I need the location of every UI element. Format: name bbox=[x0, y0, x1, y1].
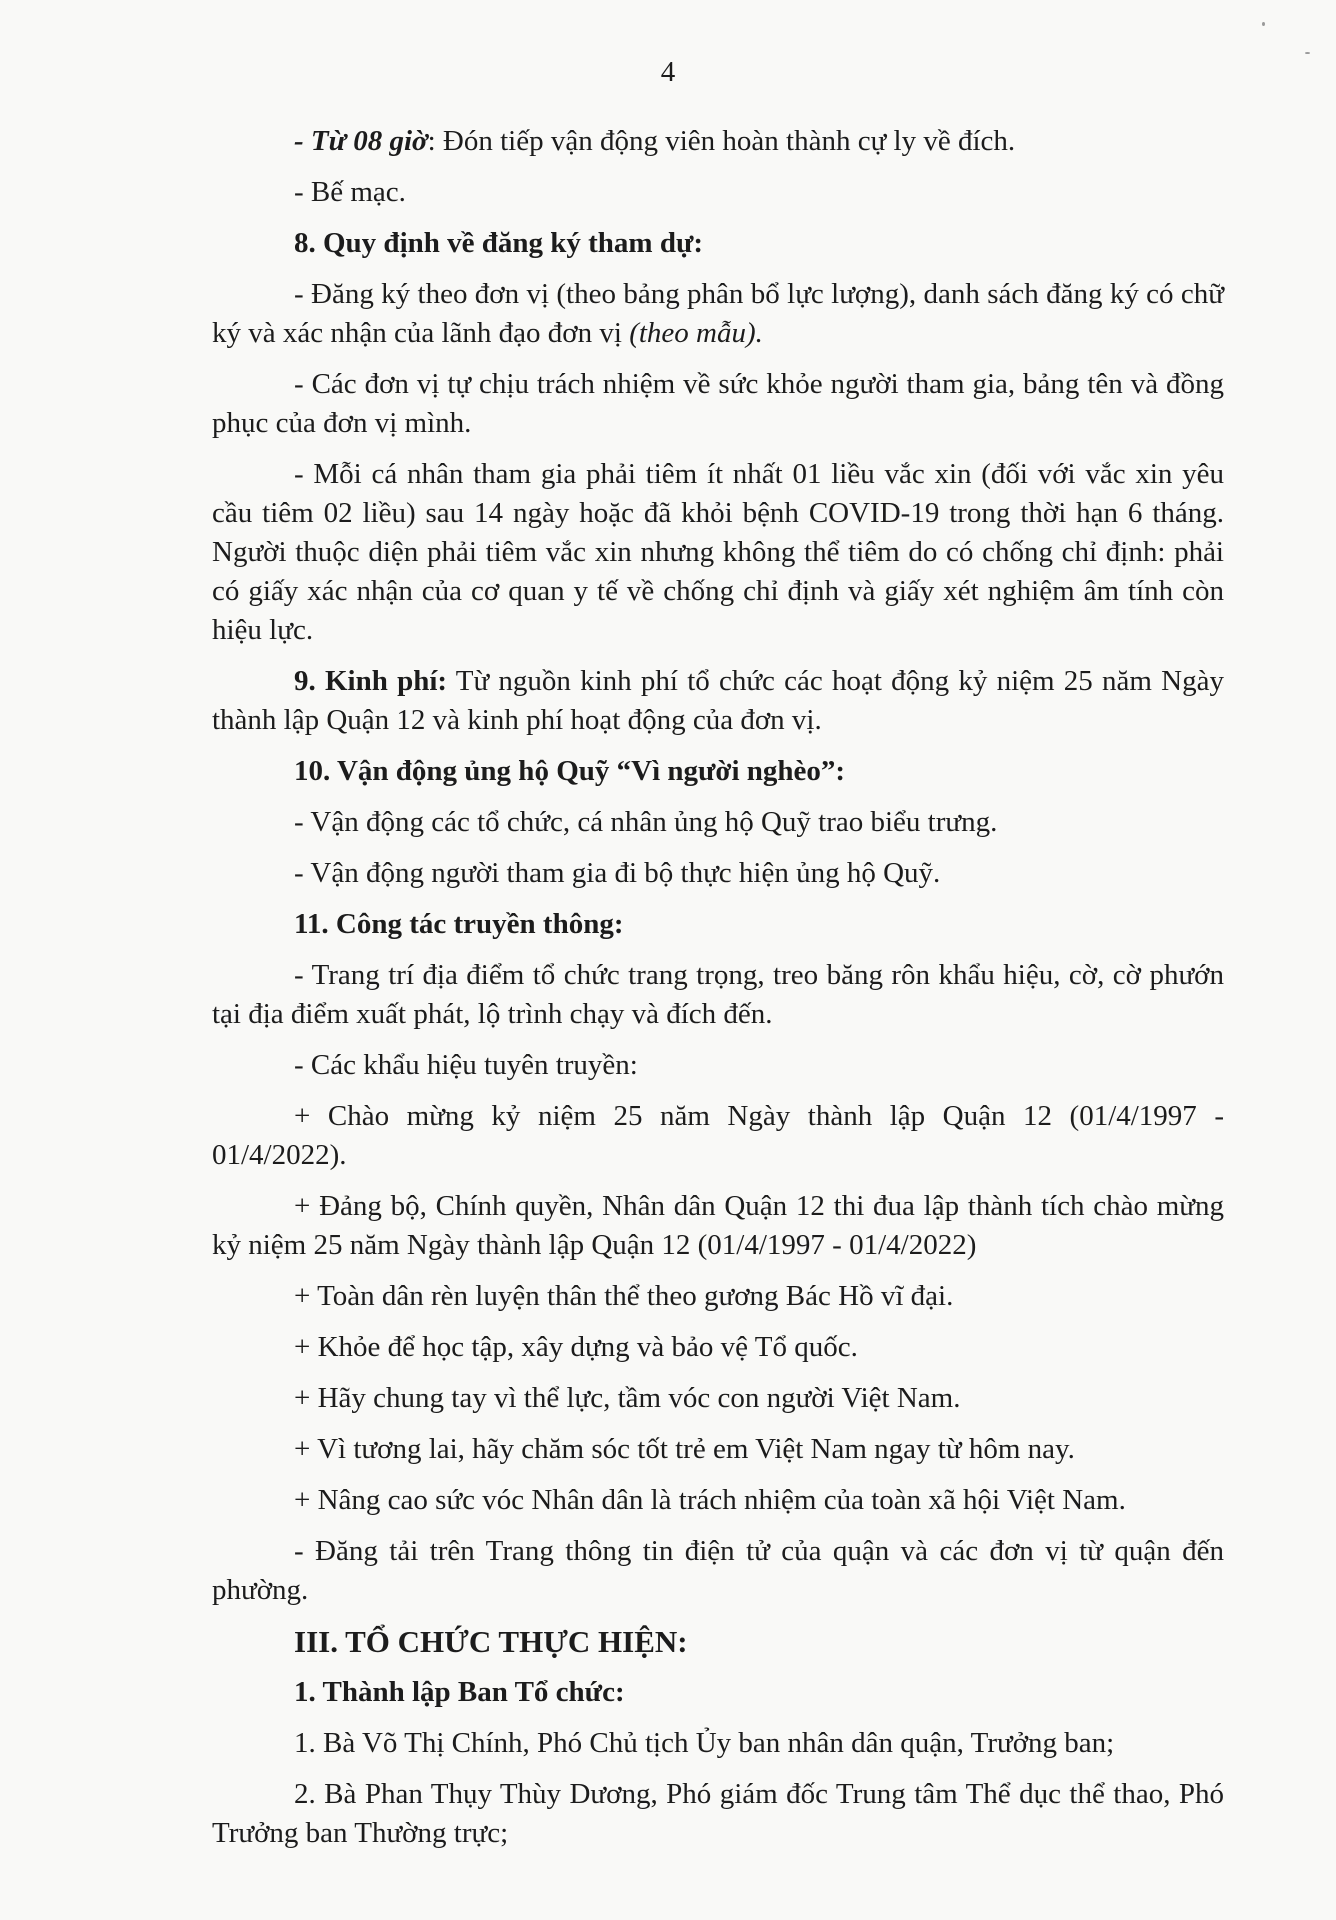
section-8-paragraph-3: - Mỗi cá nhân tham gia phải tiêm ít nhất 01 liều vắc xin (đối với vắc xin yêu cầu tiêm 02 liều) sau 14 ngày hoặc đã khỏi bệnh COVID-19 trong thời hạn 6 tháng. Người thuộc diện phải tiêm vắc xin nhưng không thể tiêm do có chống chỉ định: phải có giấy xác nhận của cơ quan y tế về chống chỉ định và giấy xét nghiệm âm tính còn hiệu lực. bbox=[212, 458, 1224, 646]
committee-member: 2. Bà Phan Thụy Thùy Dương, Phó giám đốc Trung tâm Thể dục thể thao, Phó Trưởng ban Thường trực; bbox=[212, 1778, 1224, 1849]
document-body bbox=[212, 122, 1224, 1865]
section-11-heading: 11. Công tác truyền thông: bbox=[294, 908, 624, 940]
slogan-item: + Khỏe để học tập, xây dựng và bảo vệ Tổ quốc. bbox=[294, 1331, 858, 1363]
timeline-finish-text: : Đón tiếp vận động viên hoàn thành cự ly về đích. bbox=[427, 125, 1016, 157]
slogan-item: + Hãy chung tay vì thể lực, tầm vóc con người Việt Nam. bbox=[294, 1382, 961, 1414]
section-11-paragraph-1: - Trang trí địa điểm tổ chức trang trọng, treo băng rôn khẩu hiệu, cờ, cờ phướn tại địa điểm xuất phát, lộ trình chạy và đích đến. bbox=[212, 959, 1224, 1030]
closing-line: - Bế mạc. bbox=[294, 176, 406, 208]
slogan-item: + Vì tương lai, hãy chăm sóc tốt trẻ em Việt Nam ngay từ hôm nay. bbox=[294, 1433, 1075, 1465]
slogan-item: + Nâng cao sức vóc Nhân dân là trách nhiệm của toàn xã hội Việt Nam. bbox=[294, 1484, 1126, 1516]
section-8-paragraph-2: - Các đơn vị tự chịu trách nhiệm về sức khỏe người tham gia, bảng tên và đồng phục của đơn vị mình. bbox=[212, 368, 1224, 439]
slogan-item: + Đảng bộ, Chính quyền, Nhân dân Quận 12 thi đua lập thành tích chào mừng kỷ niệm 25 năm Ngày thành lập Quận 12 (01/4/1997 - 01/4/2022) bbox=[212, 1190, 1224, 1261]
section-10-paragraph-1: - Vận động các tổ chức, cá nhân ủng hộ Quỹ trao biểu trưng. bbox=[294, 806, 998, 838]
scan-speck bbox=[1262, 22, 1265, 26]
page-number: 4 bbox=[660, 56, 676, 88]
scan-speck bbox=[1305, 52, 1310, 54]
section-iii-heading: III. TỔ CHỨC THỰC HIỆN: bbox=[294, 1624, 688, 1659]
section-9-paragraph bbox=[212, 662, 1224, 740]
section-8-heading: 8. Quy định về đăng ký tham dự: bbox=[294, 227, 704, 259]
registration-text: - Đăng ký theo đơn vị (theo bảng phân bổ lực lượng), danh sách đăng ký có chữ ký và xác nhận của lãnh đạo đơn vị bbox=[212, 278, 1224, 349]
slogan-item: + Toàn dân rèn luyện thân thể theo gương Bác Hồ vĩ đại. bbox=[294, 1280, 954, 1312]
section-10-paragraph-2: - Vận động người tham gia đi bộ thực hiện ủng hộ Quỹ. bbox=[294, 857, 941, 889]
section-9-label: 9. Kinh phí: bbox=[294, 665, 448, 697]
time-label: - Từ 08 giờ bbox=[294, 125, 428, 157]
section-11-paragraph-3: - Đăng tải trên Trang thông tin điện tử của quận và các đơn vị từ quận đến phường. bbox=[212, 1535, 1224, 1606]
timeline-finish-line bbox=[212, 122, 1224, 161]
section-iii-subheading: 1. Thành lập Ban Tổ chức: bbox=[294, 1676, 625, 1708]
form-note: (theo mẫu). bbox=[629, 317, 763, 349]
section-10-heading: 10. Vận động ủng hộ Quỹ “Vì người nghèo”: bbox=[294, 755, 846, 787]
committee-member: 1. Bà Võ Thị Chính, Phó Chủ tịch Ủy ban nhân dân quận, Trưởng ban; bbox=[294, 1727, 1115, 1759]
slogan-item: + Chào mừng kỷ niệm 25 năm Ngày thành lập Quận 12 (01/4/1997 - 01/4/2022). bbox=[212, 1100, 1224, 1171]
section-8-paragraph-1 bbox=[212, 275, 1224, 353]
section-11-paragraph-2: - Các khẩu hiệu tuyên truyền: bbox=[294, 1049, 638, 1081]
section-9-text: Từ nguồn kinh phí tổ chức các hoạt động kỷ niệm 25 năm Ngày thành lập Quận 12 và kinh phí hoạt động của đơn vị. bbox=[212, 665, 1224, 736]
